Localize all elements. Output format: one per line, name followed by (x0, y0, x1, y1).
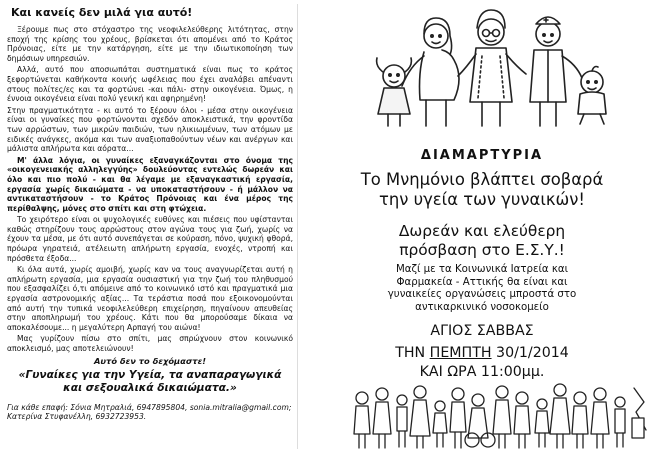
meeting-line-2: Φαρμακεία - Αττικής θα είναι και (396, 276, 568, 288)
date-line (306, 344, 658, 363)
main-headline-line-2: την υγεία των γυναικών! (379, 190, 585, 209)
main-headline (306, 170, 658, 210)
crowd-illustration (352, 378, 652, 450)
time-line: ΚΑΙ ΩΡΑ 11:00μμ. (419, 364, 545, 380)
date-suffix: 30/1/2014 (491, 345, 569, 361)
contact-info: Για κάθε επαφή: Σόνια Μητραλιά, 6947895804, sonia.mitralia@gmail.com; Κατερίνα Στυφανέλλη, 6932723953. (7, 402, 292, 422)
paragraph-3: Στην πραγματικότητα - κι αυτό το ξέρουν όλοι - μέσα στην οικογένεια είναι οι γυναίκες που φορτώνονται σχεδόν αποκλειστικά, την φροντίδα των αρρώστων, των μικρών παιδιών, των ηλικιωμένων, των ατόμων με ειδικές ανάγκες, ακόμα και των αναξιοπαθούντων νέων και ανέργων και μάλιστα απλήρωτα και αόρατα... (7, 105, 293, 154)
women-family-illustration (366, 4, 616, 129)
paragraph-2: Αλλά, αυτό που αποσιωπάται συστηματικά είναι πως το κράτος ξεφορτώνεται καθήκοντα κοινής ωφέλειας που έχει αναλάβει απέναντι στους πολίτες/ες και τα φορτώνει -και πάλι- στην οικογένεια. Όμως, η έννοια οικογένεια είναι πολύ γενική και αφηρημένη! (7, 65, 293, 104)
demand-line-2: πρόσβαση στο Ε.Σ.Υ.! (399, 241, 565, 259)
main-headline-line-1: Το Μνημόνιο βλάπτει σοβαρά (360, 170, 604, 189)
left-headline: Και κανείς δεν μιλά για αυτό! (11, 6, 193, 19)
paragraph-1: Ξέρουμε πως στο στόχαστρο της νεοφιλελεύθερης λιτότητας, στην εποχή της κρίσης του χρέους, βρίσκεται ότι απομένει από το Κράτος Πρόνοιας, είτε με την κατάργηση, είτε με την ιδιωτικοποίηση των δημόσιων υπηρεσιών. (7, 25, 293, 63)
paragraph-6: Κι όλα αυτά, χωρίς αμοιβή, χωρίς καν να τους αναγνωρίζεται αυτή η απλήρωτη εργασία, μια εργασία ουσιαστική για την ζωή του πληθυσμού που εξασφαλίζει ό,τι απόμεινε από το κοινωνικό ιστό και πραγματικά μια εργασία αστρονομικής αξίας... Τα τεράστια ποσά που εξοικονομούνται από αυτή την τυπικά νεοφιλελεύθερη επιχείρηση, πηγαίνουν απευθείας στην αποπληρωμή του χρέους. Κάτι που θα μπορούσαμε δίκαια να αποκαλέσουμε... η μεγαλύτερη Αρπαγή του αιώνα! (7, 265, 293, 332)
meeting-line-1: Μαζί με τα Κοινωνικά Ιατρεία και (395, 264, 569, 275)
slogan: «Γυναίκες για την Υγεία, τα αναπαραγωγικά και σεξουαλικά δικαιώματα.» (18, 368, 282, 394)
paragraph-7: Μας γυρίζουν πίσω στο σπίτι, μας σπρώχνουν στον κοινωνικό αποκλεισμό, μας αποτελειώνουν! (7, 334, 293, 353)
left-column (7, 2, 293, 453)
column-divider (297, 4, 298, 449)
meeting-line-4: αντικαρκινικό νοσοκομείο (415, 301, 549, 313)
location: ΑΓΙΟΣ ΣΑΒΒΑΣ (430, 323, 534, 339)
protest-title: ΔΙΑΜΑΡΤΥΡΙΑ (420, 148, 544, 163)
date-day: ΠΕΜΠΤΗ (429, 345, 492, 361)
meeting-description (306, 264, 658, 314)
paragraph-4: Μ' άλλα λόγια, οι γυναίκες εξαναγκάζονται στο όνομα της «οικογενειακής αλληλεγγύης» δουλεύοντας εντελώς δωρεάν και όλο και πιο πολύ - και θα λέγαμε με εξαναγκαστική εργασία, εργασία χωρίς δικαιώματα - να υποκαταστήσουν - ή μάλλον να αντικαταστήσουν - το Κράτος Πρόνοιας και ένα μέρος της περίθαλψης, μόνες στο σπίτι και στη φτώχεια. (7, 155, 293, 213)
demand-line-1: Δωρεάν και ελεύθερη (398, 222, 566, 240)
paragraph-5: Το χειρότερο είναι οι ψυχολογικές ευθύνες και πιέσεις που υφίστανται καθώς στηρίζουν τους αρρώστους στον αγώνα τους για ζωή, χωρίς να έχουν τα μέσα, με ότι αυτό συνεπάγεται σε κούραση, πόνο, ψυχική φθορά, πρόωρα γηρατειά, ατέλειωτη απλήρωτη εργασία, ενοχές, ντροπή και πρόσθετα έξοδα... (7, 215, 293, 263)
date-time (306, 344, 658, 382)
right-column (306, 0, 658, 453)
meeting-line-3: γυναικείες οργανώσεις μπροστά στο (387, 289, 577, 300)
refusal-line: Αυτό δεν το δεχόμαστε! (94, 355, 206, 366)
demand-headline (306, 222, 658, 260)
date-prefix: ΤΗΝ (395, 345, 430, 361)
